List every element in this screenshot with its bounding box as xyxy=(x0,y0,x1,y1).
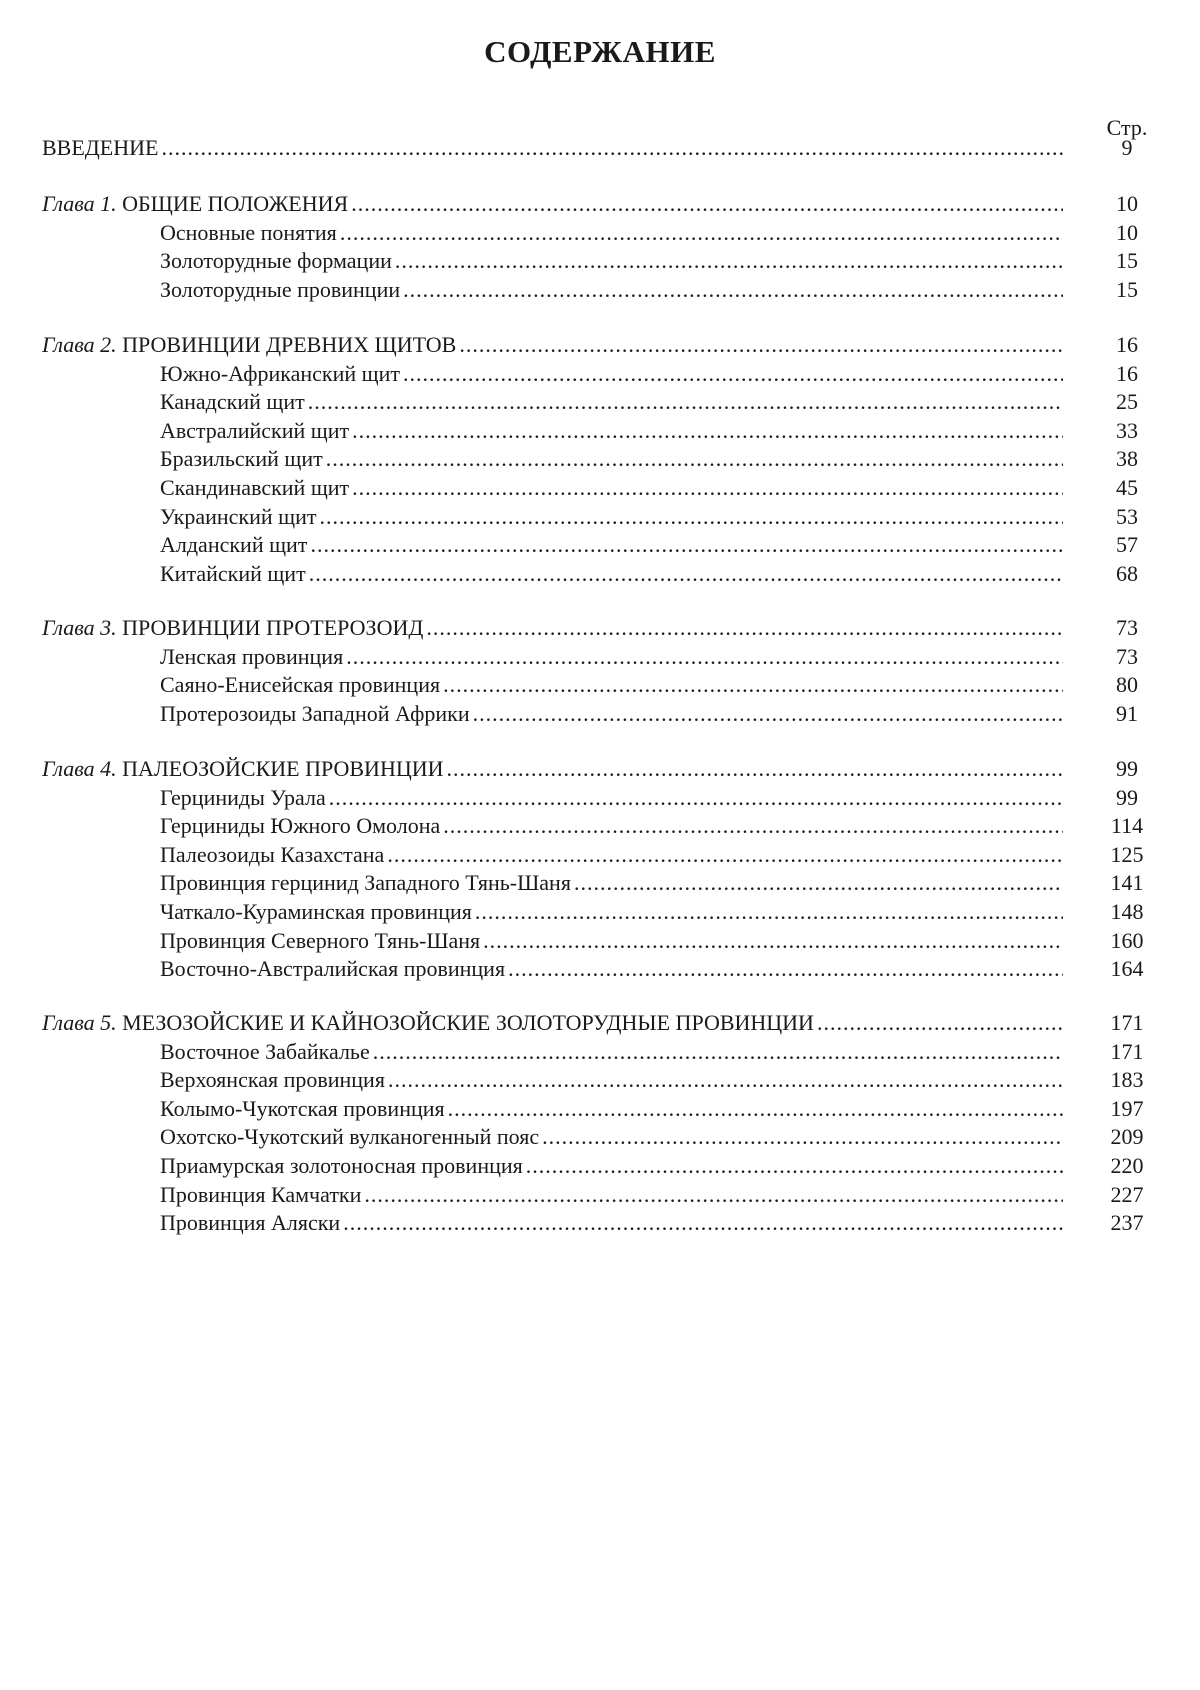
section-label: Восточно-Австралийская провинция xyxy=(160,956,506,981)
toc-chapter-page-number: 99 xyxy=(1116,756,1138,781)
toc-section-page-number: 114 xyxy=(1110,813,1144,838)
toc-section-page-number: 15 xyxy=(1116,248,1138,273)
dot-leader xyxy=(542,1123,1063,1151)
toc-intro xyxy=(42,134,1066,162)
toc-section xyxy=(160,247,1066,275)
dot-leader xyxy=(448,1095,1063,1123)
dot-leader xyxy=(508,955,1063,983)
toc-section-page-number: 197 xyxy=(1110,1096,1144,1121)
dot-leader xyxy=(319,503,1063,531)
toc-section-label xyxy=(160,869,571,897)
toc-section-page-number: 141 xyxy=(1110,870,1144,895)
toc-section xyxy=(160,1095,1066,1123)
toc-section-label xyxy=(160,784,326,812)
section-label: Бразильский щит xyxy=(160,446,323,471)
toc-section-label xyxy=(160,360,400,388)
chapter-title: ПРОВИНЦИИ ПРОТЕРОЗОИД xyxy=(122,615,424,640)
dot-leader xyxy=(395,247,1063,275)
page-title: СОДЕРЖАНИЕ xyxy=(484,34,716,69)
toc-chapter xyxy=(42,190,1066,218)
toc-section-page-number: 57 xyxy=(1116,532,1138,557)
dot-leader xyxy=(352,474,1063,502)
section-label: Китайский щит xyxy=(160,561,306,586)
section-label: Колымо-Чукотская провинция xyxy=(160,1096,445,1121)
toc-section-page-number: 160 xyxy=(1110,928,1144,953)
section-label: Герциниды Урала xyxy=(160,785,326,810)
dot-leader xyxy=(447,755,1064,783)
section-label: Провинция герцинид Западного Тянь-Шаня xyxy=(160,870,571,895)
toc-section xyxy=(160,445,1066,473)
toc-section-label xyxy=(160,219,337,247)
toc-section xyxy=(160,841,1066,869)
section-label: Палеозоиды Казахстана xyxy=(160,842,385,867)
toc-section-page-number: 53 xyxy=(1116,504,1138,529)
section-label: Восточное Забайкалье xyxy=(160,1039,370,1064)
toc-section xyxy=(160,671,1066,699)
toc-section xyxy=(160,417,1066,445)
dot-leader xyxy=(329,784,1063,812)
toc-chapter-label xyxy=(42,190,348,218)
section-label: Саяно-Енисейская провинция xyxy=(160,672,441,697)
dot-leader xyxy=(817,1009,1063,1037)
toc-section xyxy=(160,1152,1066,1180)
dot-leader xyxy=(574,869,1063,897)
toc-section-label xyxy=(160,898,472,926)
toc-section-page-number: 148 xyxy=(1110,899,1144,924)
section-label: Приамурская золотоносная провинция xyxy=(160,1153,523,1178)
toc-chapter-label xyxy=(42,1009,814,1037)
toc-section-label xyxy=(160,1123,539,1151)
toc-section-label xyxy=(160,1181,361,1209)
dot-leader xyxy=(443,812,1063,840)
dot-leader xyxy=(364,1181,1063,1209)
toc-section-page-number: 99 xyxy=(1116,785,1138,810)
toc-section-label xyxy=(160,671,440,699)
toc-section xyxy=(160,927,1066,955)
section-label: Провинция Аляски xyxy=(160,1210,341,1235)
toc-section-label xyxy=(160,927,480,955)
dot-leader xyxy=(309,560,1063,588)
toc-section xyxy=(160,531,1066,559)
section-label: Основные понятия xyxy=(160,220,337,245)
dot-leader xyxy=(475,898,1063,926)
toc-section-page-number: 15 xyxy=(1116,277,1138,302)
toc-chapter-label xyxy=(42,331,456,359)
toc-section-label xyxy=(160,276,400,304)
toc-section xyxy=(160,1123,1066,1151)
toc-section-page-number: 227 xyxy=(1110,1182,1144,1207)
toc-section xyxy=(160,1209,1066,1237)
toc-section-label xyxy=(160,503,316,531)
toc-chapter-page-number: 171 xyxy=(1110,1010,1144,1035)
dot-leader xyxy=(388,1066,1063,1094)
toc-section-label xyxy=(160,531,307,559)
toc-section-label xyxy=(160,445,323,473)
toc-section xyxy=(160,276,1066,304)
toc-chapter xyxy=(42,1009,1066,1037)
chapter-title: ПАЛЕОЗОЙСКИЕ ПРОВИНЦИИ xyxy=(122,756,444,781)
chapter-prefix: Глава 3. xyxy=(42,615,117,640)
toc-chapter-page-number: 10 xyxy=(1116,191,1138,216)
toc-section xyxy=(160,898,1066,926)
toc-section-label xyxy=(160,247,392,275)
section-label: Протерозоиды Западной Африки xyxy=(160,701,470,726)
toc-section xyxy=(160,812,1066,840)
dot-leader xyxy=(351,190,1063,218)
dot-leader xyxy=(473,700,1063,728)
dot-leader xyxy=(403,360,1063,388)
toc-section-label xyxy=(160,1066,385,1094)
chapter-title: ПРОВИНЦИИ ДРЕВНИХ ЩИТОВ xyxy=(122,332,457,357)
toc-section-page-number: 171 xyxy=(1110,1039,1144,1064)
section-label: Ленская провинция xyxy=(160,644,344,669)
toc-chapter xyxy=(42,331,1066,359)
toc-section xyxy=(160,955,1066,983)
toc-section-page-number: 73 xyxy=(1116,644,1138,669)
toc-chapter-label xyxy=(42,755,444,783)
toc-chapter xyxy=(42,614,1066,642)
toc-section-label xyxy=(160,700,470,728)
toc-section xyxy=(160,388,1066,416)
dot-leader xyxy=(459,331,1063,359)
toc-section-label xyxy=(160,812,440,840)
chapter-title: МЕЗОЗОЙСКИЕ И КАЙНОЗОЙСКИЕ ЗОЛОТОРУДНЫЕ ПРОВИНЦИИ xyxy=(122,1010,814,1035)
section-label: Верхоянская провинция xyxy=(160,1067,385,1092)
toc-section xyxy=(160,700,1066,728)
toc-section-page-number: 25 xyxy=(1116,389,1138,414)
toc-section-label xyxy=(160,388,305,416)
chapter-prefix: Глава 2. xyxy=(42,332,117,357)
toc-section xyxy=(160,784,1066,812)
toc-section-page-number: 164 xyxy=(1110,956,1144,981)
section-label: Чаткало-Кураминская провинция xyxy=(160,899,472,924)
dot-leader xyxy=(373,1038,1063,1066)
section-label: Золоторудные провинции xyxy=(160,277,401,302)
dot-leader xyxy=(443,671,1063,699)
toc-section-label xyxy=(160,1095,445,1123)
toc-section xyxy=(160,474,1066,502)
toc-chapter xyxy=(42,755,1066,783)
toc-section-page-number: 16 xyxy=(1116,361,1138,386)
section-label: Золоторудные формации xyxy=(160,248,392,273)
toc-section-page-number: 237 xyxy=(1110,1210,1144,1235)
toc-section-page-number: 68 xyxy=(1116,561,1138,586)
toc-section xyxy=(160,560,1066,588)
toc-section-page-number: 38 xyxy=(1116,446,1138,471)
chapter-title: ОБЩИЕ ПОЛОЖЕНИЯ xyxy=(122,191,349,216)
dot-leader xyxy=(343,1209,1063,1237)
toc-section-label xyxy=(160,955,505,983)
toc-section-page-number: 91 xyxy=(1116,701,1138,726)
toc-section-label xyxy=(160,417,349,445)
toc-section-page-number: 10 xyxy=(1116,220,1138,245)
dot-leader xyxy=(308,388,1063,416)
intro-label: ВВЕДЕНИЕ xyxy=(42,135,159,160)
section-label: Охотско-Чукотский вулканогенный пояс xyxy=(160,1124,540,1149)
section-label: Украинский щит xyxy=(160,504,317,529)
toc-section xyxy=(160,1038,1066,1066)
dot-leader xyxy=(387,841,1063,869)
section-label: Австралийский щит xyxy=(160,418,350,443)
toc-section-label xyxy=(160,560,306,588)
toc-section xyxy=(160,1181,1066,1209)
toc-intro-label xyxy=(42,134,158,162)
toc-section xyxy=(160,503,1066,531)
toc-section-label xyxy=(160,841,384,869)
section-label: Канадский щит xyxy=(160,389,305,414)
toc-section-label xyxy=(160,1209,340,1237)
section-label: Провинция Северного Тянь-Шаня xyxy=(160,928,481,953)
dot-leader xyxy=(346,643,1063,671)
toc-chapter-page-number: 73 xyxy=(1116,615,1138,640)
chapter-prefix: Глава 5. xyxy=(42,1010,117,1035)
dot-leader xyxy=(483,927,1063,955)
toc-section-label xyxy=(160,643,343,671)
dot-leader xyxy=(352,417,1063,445)
toc-section-label xyxy=(160,1152,523,1180)
toc-section-page-number: 33 xyxy=(1116,418,1138,443)
section-label: Скандинавский щит xyxy=(160,475,350,500)
section-label: Южно-Африканский щит xyxy=(160,361,400,386)
section-label: Герциниды Южного Омолона xyxy=(160,813,441,838)
dot-leader xyxy=(340,219,1063,247)
toc-section-page-number: 209 xyxy=(1110,1124,1144,1149)
dot-leader xyxy=(161,134,1063,162)
toc-section-page-number: 183 xyxy=(1110,1067,1144,1092)
chapter-prefix: Глава 1. xyxy=(42,191,117,216)
toc-section xyxy=(160,360,1066,388)
dot-leader xyxy=(310,531,1063,559)
toc-chapter-page-number: 16 xyxy=(1116,332,1138,357)
page-column-header: Стр. xyxy=(1106,115,1148,140)
toc-section xyxy=(160,219,1066,247)
toc-chapter-label xyxy=(42,614,423,642)
section-label: Провинция Камчатки xyxy=(160,1182,362,1207)
toc-section xyxy=(160,1066,1066,1094)
dot-leader xyxy=(403,276,1063,304)
toc-section-label xyxy=(160,474,349,502)
toc-section xyxy=(160,869,1066,897)
dot-leader xyxy=(426,614,1063,642)
dot-leader xyxy=(526,1152,1063,1180)
toc-section-page-number: 80 xyxy=(1116,672,1138,697)
toc-section-page-number: 45 xyxy=(1116,475,1138,500)
toc-section xyxy=(160,643,1066,671)
toc-section-page-number: 220 xyxy=(1110,1153,1144,1178)
toc-intro-page-number: 9 xyxy=(1121,135,1133,160)
section-label: Алданский щит xyxy=(160,532,308,557)
toc-section-page-number: 125 xyxy=(1110,842,1144,867)
toc-section-label xyxy=(160,1038,370,1066)
dot-leader xyxy=(326,445,1063,473)
chapter-prefix: Глава 4. xyxy=(42,756,117,781)
